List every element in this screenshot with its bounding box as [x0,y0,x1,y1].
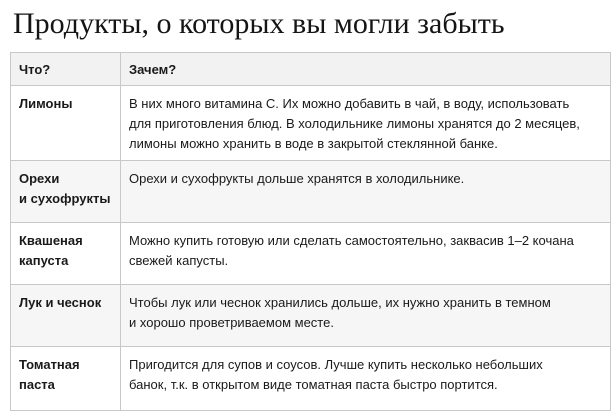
column-header-why: Зачем? [121,53,611,86]
product-reason-line: банок, т.к. в открытом виде томатная паста быстро портится. [129,377,498,392]
page-title: Продукты, о которых вы могли забыть [13,7,505,40]
table-row [11,161,611,223]
product-reason-cell [121,86,611,161]
product-name-cell [11,161,121,223]
product-name-cell [11,86,121,161]
table-row [11,86,611,161]
product-reason-line: и хорошо проветриваемом месте. [129,315,334,330]
product-name: Лук и чеснок [19,295,102,310]
table-row [11,347,611,411]
product-name: капуста [19,253,69,268]
product-name: и сухофрукты [19,191,111,206]
table-header-row [11,53,611,86]
product-name-cell [11,347,121,411]
product-name: Томатная [19,357,80,372]
product-name: Лимоны [19,96,73,111]
table-row [11,223,611,285]
table-row [11,285,611,347]
product-name: Квашеная [19,233,83,248]
product-reason-line: свежей капусты. [129,253,229,268]
product-reason-line: Пригодится для супов и соусов. Лучше купить несколько небольших [129,357,543,372]
product-name-cell [11,285,121,347]
products-table [10,52,611,411]
product-name: Орехи [19,171,60,186]
product-reason-line: В них много витамина C. Их можно добавить в чай, в воду, использовать [129,96,570,111]
product-reason-line: для приготовления блюд. В холодильнике лимоны хранятся до 2 месяцев, [129,116,580,131]
product-name: паста [19,377,55,392]
product-name-cell [11,223,121,285]
product-reason-cell [121,285,611,347]
product-reason-line: Можно купить готовую или сделать самостоятельно, заквасив 1–2 кочана [129,233,574,248]
product-reason-line: лимоны можно хранить в воде в закрытой стеклянной банке. [129,136,498,151]
product-reason-cell [121,223,611,285]
product-reason-cell [121,161,611,223]
product-reason-line: Орехи и сухофрукты дольше хранятся в холодильнике. [129,171,465,186]
product-reason-line: Чтобы лук или чеснок хранились дольше, их нужно хранить в темном [129,295,551,310]
column-header-what: Что? [11,53,121,86]
product-reason-cell [121,347,611,411]
